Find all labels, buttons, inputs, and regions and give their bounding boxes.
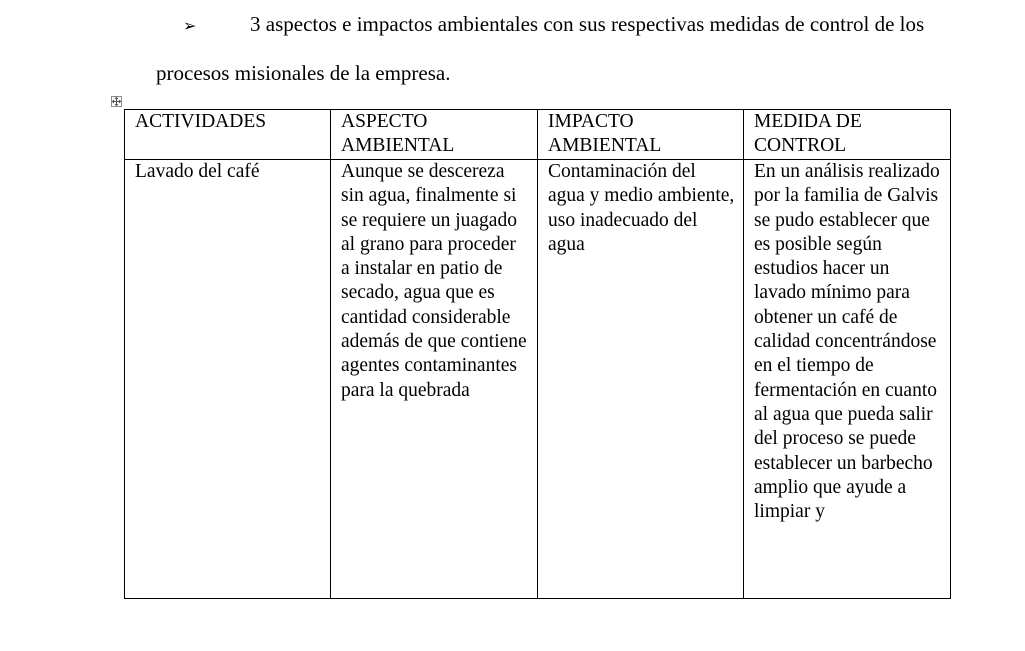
environmental-aspects-table — [124, 109, 951, 599]
header-aspecto-ambiental[interactable]: ASPECTO AMBIENTAL — [331, 110, 538, 160]
header-medida-de-control[interactable]: MEDIDA DE CONTROL — [744, 110, 951, 160]
bullet-text[interactable]: 3 aspectos e impactos ambientales con sus respectivas medidas de control de los — [250, 12, 925, 36]
bullet-paragraph — [183, 11, 924, 39]
cell-actividad[interactable]: Lavado del café — [125, 160, 331, 599]
header-impacto-ambiental[interactable]: IMPACTO AMBIENTAL — [538, 110, 744, 160]
move-arrows-icon — [112, 97, 121, 106]
cell-aspecto[interactable]: Aunque se descereza sin agua, finalmente si se requiere un juagado al grano para proceder a instalar en patio de secado, agua que es cantidad considerable además de que contiene agentes contaminantes para la quebrada — [331, 160, 538, 599]
table-move-handle-icon[interactable] — [111, 96, 122, 107]
cell-impacto[interactable]: Contaminación del agua y medio ambiente, uso inadecuado del agua — [538, 160, 744, 599]
arrow-bullet-icon: ➢ — [183, 16, 197, 35]
table-row — [125, 160, 951, 599]
header-actividades[interactable]: ACTIVIDADES — [125, 110, 331, 160]
table-header-row — [125, 110, 951, 160]
bullet-text-continuation[interactable]: procesos misionales de la empresa. — [156, 61, 451, 85]
cell-medida[interactable]: En un análisis realizado por la familia de Galvis se pudo establecer que es posible según estudios hacer un lavado mínimo para obtener un café de calidad concentrándose en el tiempo de fermentación en cuanto al agua que pueda salir del proceso se puede establecer un barbecho amplio que ayude a limpiar y — [744, 160, 951, 599]
